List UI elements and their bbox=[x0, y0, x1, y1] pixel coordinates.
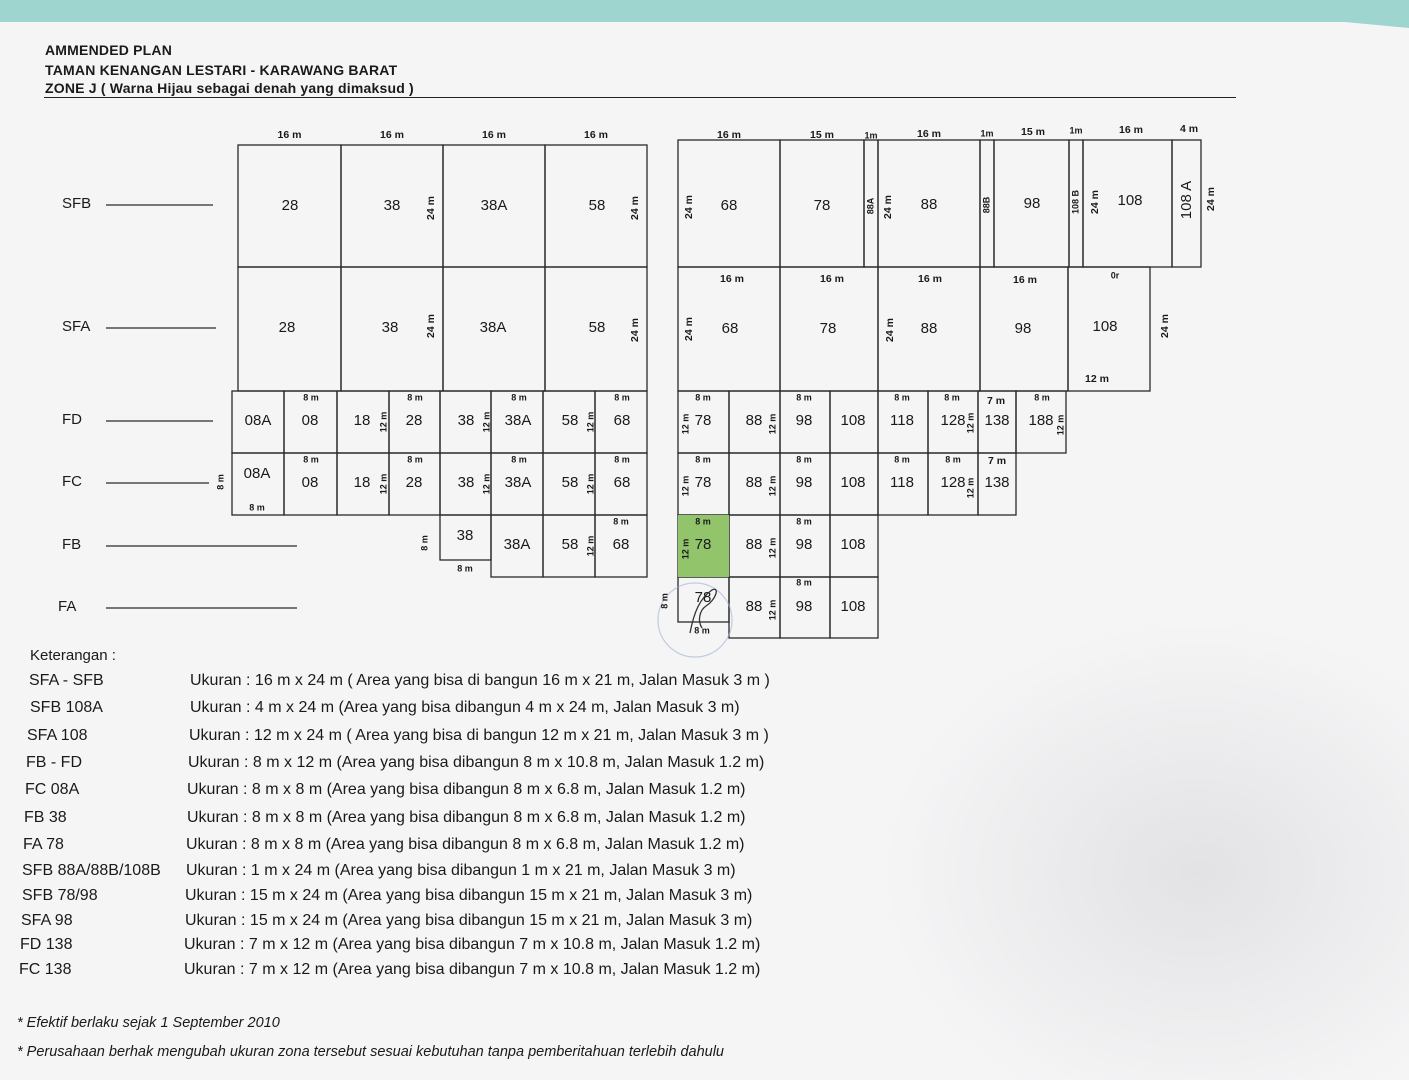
fc-width-dim: 8 m bbox=[249, 502, 265, 513]
sfa-depth-dim: 24 m bbox=[1158, 314, 1171, 338]
fd-lot-number: 28 bbox=[405, 411, 423, 429]
fd-depth-dim: 12 m bbox=[481, 411, 492, 433]
sfb-depth-dim: 24 m bbox=[1204, 187, 1217, 211]
sfa-depth-dim: 24 m bbox=[424, 314, 437, 338]
fc-depth-dim: 12 m bbox=[378, 473, 389, 495]
fc-depth-dim: 12 m bbox=[585, 473, 596, 495]
sfa-width-dim: 12 m bbox=[1085, 372, 1109, 385]
fb-lot-number: 68 bbox=[612, 535, 630, 553]
sfb-lot-number: 88B bbox=[981, 196, 992, 214]
fd-lot-number: 38 bbox=[457, 411, 475, 429]
fd-width-dim: 8 m bbox=[303, 392, 319, 403]
fd-width-dim: 8 m bbox=[407, 392, 423, 403]
fc-lot-number: 28 bbox=[405, 473, 423, 491]
sfb-lot-number: 108 bbox=[1117, 191, 1143, 209]
fc-lot-number: 08A bbox=[243, 464, 271, 482]
legend-value: Ukuran : 8 m x 12 m (Area yang bisa dibangun 8 m x 10.8 m, Jalan Masuk 1.2 m) bbox=[188, 754, 765, 771]
fc-lot-number: 118 bbox=[890, 473, 914, 491]
fd-lot-number: 38A bbox=[504, 411, 532, 429]
sfa-width-dim: 16 m bbox=[720, 272, 744, 285]
sfb-width-dim: 1m bbox=[980, 128, 994, 139]
fc-width-dim: 8 m bbox=[303, 454, 319, 465]
sfa-depth-dim: 24 m bbox=[682, 317, 695, 341]
fa-lot-number: 78 bbox=[694, 588, 712, 606]
fd-lot-number: 138 bbox=[984, 411, 1010, 429]
legend-value: Ukuran : 15 m x 24 m (Area yang bisa dibangun 15 m x 21 m, Jalan Masuk 3 m) bbox=[185, 912, 753, 929]
sfb-lot-number: 28 bbox=[281, 196, 299, 214]
fc-width-dim: 8 m bbox=[614, 454, 630, 465]
row-label-sfa: SFA bbox=[62, 317, 91, 335]
sfb-width-dim: 16 m bbox=[277, 128, 302, 141]
fb-lot-number: 108 bbox=[840, 535, 866, 553]
fd-lot-number: 68 bbox=[613, 411, 631, 429]
note-effective: * Efektif berlaku sejak 1 September 2010 bbox=[17, 1015, 280, 1031]
fc-lot-number: 78 bbox=[694, 473, 712, 491]
legend-key: FA 78 bbox=[23, 836, 64, 853]
fc-lot-number: 38 bbox=[457, 473, 475, 491]
sfb-depth-dim: 24 m bbox=[881, 195, 894, 219]
sfb-lot-number: 38 bbox=[383, 196, 401, 214]
sfa-depth-dim: 24 m bbox=[883, 318, 896, 342]
sfb-width-dim: 16 m bbox=[380, 128, 404, 141]
fd-width-dim: 8 m bbox=[511, 392, 527, 403]
fb-depth-dim: 12 m bbox=[767, 537, 778, 559]
legend-key: FB - FD bbox=[26, 754, 82, 771]
fd-depth-dim: 12 m bbox=[680, 413, 691, 435]
fc-width-dim: 8 m bbox=[894, 454, 910, 465]
fb-depth-dim: 12 m bbox=[585, 535, 596, 557]
legend-value: Ukuran : 8 m x 8 m (Area yang bisa dibangun 8 m x 6.8 m, Jalan Masuk 1.2 m) bbox=[187, 809, 746, 826]
sfa-lot-number: 68 bbox=[721, 319, 739, 337]
fd-lot-number: 188 bbox=[1028, 411, 1054, 429]
fc-lot-number: 98 bbox=[795, 473, 813, 491]
sfa-lot-number: 58 bbox=[588, 318, 606, 336]
fd-width-dim: 8 m bbox=[614, 392, 630, 403]
legend-value: Ukuran : 1 m x 24 m (Area yang bisa dibangun 1 m x 21 m, Jalan Masuk 3 m) bbox=[186, 862, 736, 879]
fd-depth-dim: 12 m bbox=[585, 411, 596, 433]
sfa-width-dim: 0r bbox=[1110, 270, 1120, 281]
sfb-lot-number: 68 bbox=[720, 196, 738, 214]
fd-depth-dim: 12 m bbox=[767, 413, 778, 435]
sfb-lot-number: 78 bbox=[813, 196, 831, 214]
sfb-depth-dim: 24 m bbox=[628, 196, 641, 220]
sfb-lot-number: 38A bbox=[480, 196, 508, 214]
fd-depth-dim: 12 m bbox=[378, 411, 389, 433]
sfb-width-dim: 16 m bbox=[584, 128, 608, 141]
fc-width-dim: 7 m bbox=[987, 454, 1007, 467]
fa-lot-number: 88 bbox=[745, 597, 763, 615]
fc-width-dim: 8 m bbox=[511, 454, 527, 465]
fd-width-dim: 8 m bbox=[894, 392, 910, 403]
legend-value: Ukuran : 7 m x 12 m (Area yang bisa dibangun 7 m x 10.8 m, Jalan Masuk 1.2 m) bbox=[184, 936, 761, 953]
fc-lot-number: 18 bbox=[353, 473, 371, 491]
fd-lot-number: 18 bbox=[353, 411, 371, 429]
sfa-lot-number: 108 bbox=[1092, 317, 1118, 335]
fd-depth-dim: 12 m bbox=[965, 412, 976, 434]
fc-lot-number: 38A bbox=[504, 473, 532, 491]
sfb-width-dim: 1m bbox=[864, 130, 878, 141]
fd-lot-number: 58 bbox=[561, 411, 579, 429]
sfa-lot-number: 38A bbox=[479, 318, 507, 336]
fd-width-dim: 8 m bbox=[695, 392, 711, 403]
sfa-width-dim: 16 m bbox=[918, 272, 942, 285]
fc-lot-number: 128 bbox=[940, 473, 966, 491]
sfa-width-dim: 16 m bbox=[1013, 273, 1037, 286]
fc-lot-number: 68 bbox=[613, 473, 631, 491]
legend-key: FC 08A bbox=[25, 781, 80, 798]
legend-value: Ukuran : 7 m x 12 m (Area yang bisa dibangun 7 m x 10.8 m, Jalan Masuk 1.2 m) bbox=[184, 961, 761, 978]
fd-lot-number: 98 bbox=[795, 411, 813, 429]
fb-depth-dim: 8 m bbox=[419, 535, 430, 551]
fd-depth-dim: 12 m bbox=[1055, 414, 1066, 436]
fc-lot-number: 108 bbox=[840, 473, 866, 491]
fc-width-dim: 8 m bbox=[407, 454, 423, 465]
legend-key: SFA 108 bbox=[27, 727, 88, 744]
fd-lot-number: 128 bbox=[940, 411, 966, 429]
sfa-lot-number: 78 bbox=[819, 319, 837, 337]
legend-value: Ukuran : 4 m x 24 m (Area yang bisa dibangun 4 m x 24 m, Jalan Masuk 3 m) bbox=[190, 699, 740, 716]
fc-lot-number: 138 bbox=[984, 473, 1010, 491]
sfb-lot-number: 58 bbox=[588, 196, 606, 214]
sfa-lot-number: 28 bbox=[278, 318, 296, 336]
plan-location: TAMAN KENANGAN LESTARI - KARAWANG BARAT bbox=[45, 62, 398, 78]
note-disclaimer: * Perusahaan berhak mengubah ukuran zona tersebut sesuai kebutuhan tanpa pemberitahuan terlebih dahulu bbox=[17, 1044, 724, 1060]
sfa-lot-number: 98 bbox=[1014, 319, 1032, 337]
row-label-sfb: SFB bbox=[62, 194, 92, 212]
fd-lot-number: 108 bbox=[840, 411, 866, 429]
fc-lot-number: 88 bbox=[745, 473, 763, 491]
fd-lot-number: 118 bbox=[890, 411, 914, 429]
fb-lot-number: 78 bbox=[694, 535, 712, 553]
row-label-fb: FB bbox=[62, 535, 82, 553]
sfa-width-dim: 16 m bbox=[820, 272, 844, 285]
row-label-fa: FA bbox=[58, 597, 77, 615]
fc-lot-number: 58 bbox=[561, 473, 579, 491]
row-label-fd: FD bbox=[62, 410, 82, 428]
legend-key: FD 138 bbox=[20, 936, 73, 953]
legend-value: Ukuran : 8 m x 8 m (Area yang bisa dibangun 8 m x 6.8 m, Jalan Masuk 1.2 m) bbox=[187, 781, 746, 798]
sfb-width-dim: 16 m bbox=[717, 128, 741, 141]
sfb-depth-dim: 24 m bbox=[1088, 190, 1101, 214]
fb-width-dim: 8 m bbox=[796, 516, 812, 527]
fc-depth-dim: 12 m bbox=[481, 473, 492, 495]
sfb-width-dim: 4 m bbox=[1179, 122, 1199, 135]
fc-depth-dim: 12 m bbox=[767, 475, 778, 497]
fb-depth-dim: 12 m bbox=[680, 538, 691, 560]
legend-key: SFA - SFB bbox=[29, 672, 104, 689]
sfb-depth-dim: 24 m bbox=[424, 196, 437, 220]
sfb-width-dim: 16 m bbox=[917, 127, 941, 140]
fa-width-dim: 8 m bbox=[796, 577, 812, 588]
sfb-width-dim: 16 m bbox=[482, 128, 506, 141]
fc-width-dim: 8 m bbox=[695, 454, 711, 465]
fb-lot-number: 58 bbox=[561, 535, 579, 553]
sfa-depth-dim: 24 m bbox=[628, 318, 641, 342]
sfb-lot-number: 108 A bbox=[1177, 180, 1195, 220]
fd-lot-number: 88 bbox=[745, 411, 763, 429]
fb-lot-number: 98 bbox=[795, 535, 813, 553]
legend-title: Keterangan : bbox=[30, 647, 116, 664]
zone-caption: ZONE J ( Warna Hijau sebagai denah yang dimaksud ) bbox=[45, 80, 414, 96]
sfb-width-dim: 15 m bbox=[1021, 125, 1045, 138]
fb-width-dim: 8 m bbox=[457, 563, 473, 574]
fc-depth-dim: 12 m bbox=[965, 477, 976, 499]
fa-lot-number: 98 bbox=[795, 597, 813, 615]
legend-key: FC 138 bbox=[19, 961, 72, 978]
fb-width-dim: 8 m bbox=[613, 516, 629, 527]
sfb-width-dim: 1m bbox=[1069, 125, 1083, 136]
fd-width-dim: 8 m bbox=[1034, 392, 1050, 403]
plan-title: AMMENDED PLAN bbox=[45, 42, 173, 58]
legend-value: Ukuran : 12 m x 24 m ( Area yang bisa di bangun 12 m x 21 m, Jalan Masuk 3 m ) bbox=[189, 727, 769, 744]
sfa-lot-number: 88 bbox=[920, 319, 938, 337]
legend-key: SFB 108A bbox=[30, 699, 103, 716]
fa-width-dim: 8 m bbox=[694, 625, 710, 636]
fa-depth-dim: 12 m bbox=[767, 599, 778, 621]
fb-width-dim: 8 m bbox=[695, 516, 711, 527]
fc-lot-number: 08 bbox=[301, 473, 319, 491]
fb-lot-number: 88 bbox=[745, 535, 763, 553]
legend-key: SFB 78/98 bbox=[22, 887, 98, 904]
fd-width-dim: 8 m bbox=[796, 392, 812, 403]
legend-value: Ukuran : 8 m x 8 m (Area yang bisa dibangun 8 m x 6.8 m, Jalan Masuk 1.2 m) bbox=[186, 836, 745, 853]
sfb-lot-number: 108 B bbox=[1070, 189, 1081, 215]
row-label-fc: FC bbox=[62, 472, 82, 490]
sfb-lot-number: 98 bbox=[1023, 194, 1041, 212]
fd-width-dim: 7 m bbox=[986, 394, 1006, 407]
fc-width-dim: 8 m bbox=[796, 454, 812, 465]
fd-lot-number: 08A bbox=[244, 411, 272, 429]
legend-value: Ukuran : 15 m x 24 m (Area yang bisa dibangun 15 m x 21 m, Jalan Masuk 3 m) bbox=[185, 887, 753, 904]
sfb-lot-number: 88A bbox=[865, 197, 876, 215]
fd-lot-number: 08 bbox=[301, 411, 319, 429]
fb-lot-number: 38A bbox=[503, 535, 531, 553]
sfb-lot-number: 88 bbox=[920, 195, 938, 213]
fd-width-dim: 8 m bbox=[944, 392, 960, 403]
fc-depth-dim: 8 m bbox=[215, 474, 226, 490]
fa-lot-number: 108 bbox=[840, 597, 866, 615]
legend-key: SFA 98 bbox=[21, 912, 73, 929]
sfb-width-dim: 16 m bbox=[1119, 123, 1143, 136]
fb-lot-number: 38 bbox=[456, 526, 474, 544]
legend-value: Ukuran : 16 m x 24 m ( Area yang bisa di bangun 16 m x 21 m, Jalan Masuk 3 m ) bbox=[190, 672, 770, 689]
legend-key: SFB 88A/88B/108B bbox=[22, 862, 161, 879]
sfb-depth-dim: 24 m bbox=[682, 195, 695, 219]
fa-depth-dim: 8 m bbox=[659, 593, 670, 609]
sfb-width-dim: 15 m bbox=[810, 128, 834, 141]
fc-width-dim: 8 m bbox=[945, 454, 961, 465]
legend-key: FB 38 bbox=[24, 809, 67, 826]
fc-depth-dim: 12 m bbox=[680, 475, 691, 497]
sfa-lot-number: 38 bbox=[381, 318, 399, 336]
fd-lot-number: 78 bbox=[694, 411, 712, 429]
